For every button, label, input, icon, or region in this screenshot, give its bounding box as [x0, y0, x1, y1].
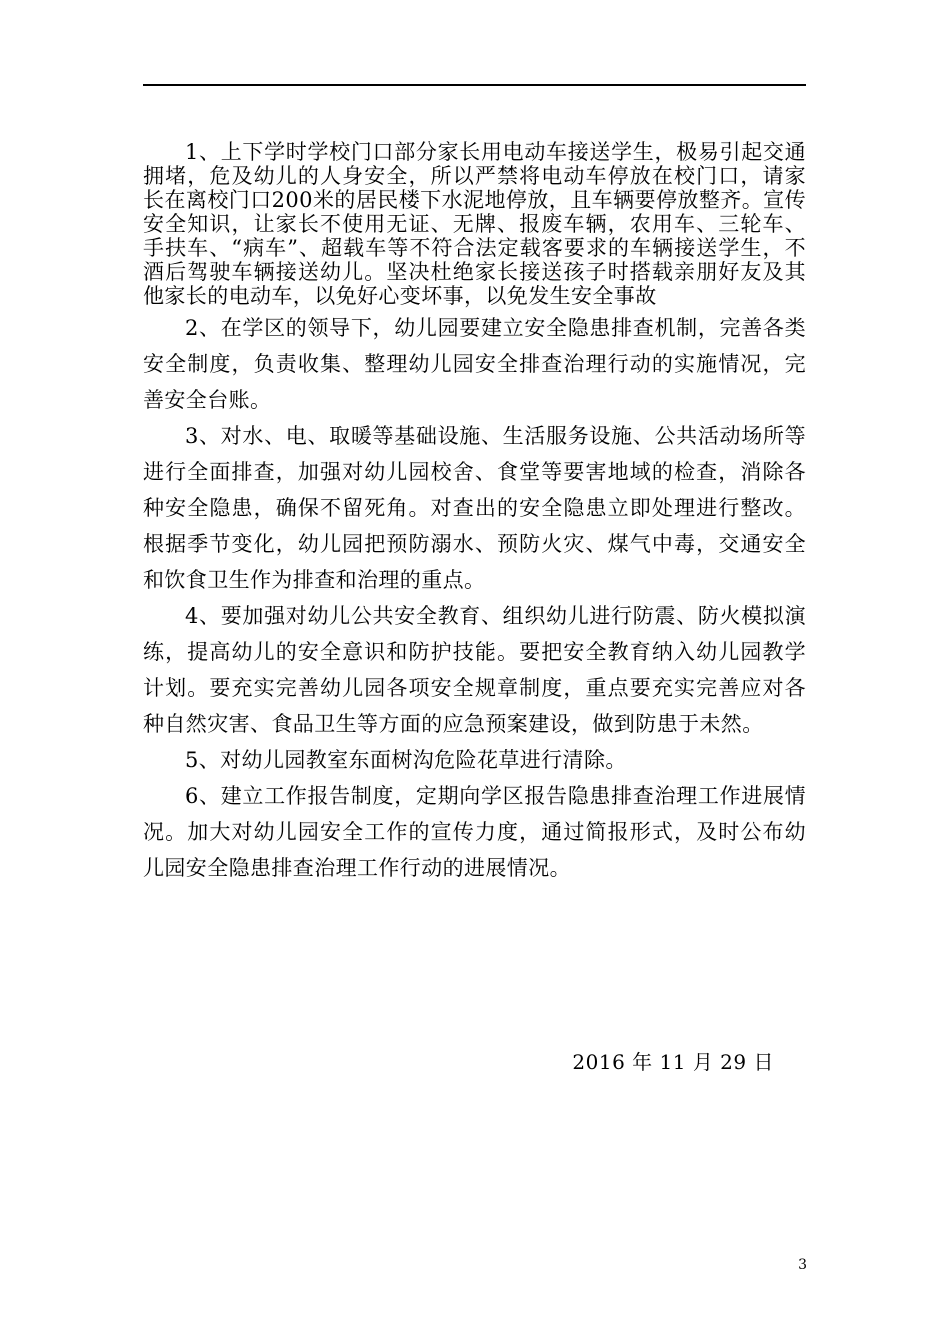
page-number: 3 [798, 1257, 807, 1273]
paragraph-2: 2、在学区的领导下，幼儿园要建立安全隐患排查机制，完善各类安全制度，负责收集、整理幼儿园安全排查治理行动的实施情况，完善安全台账。 [143, 316, 806, 412]
document-body [143, 140, 806, 886]
paragraph-6: 6、建立工作报告制度，定期向学区报告隐患排查治理工作进展情况。加大对幼儿园安全工作的宣传力度，通过简报形式，及时公布幼儿园安全隐患排查治理工作行动的进展情况。 [143, 784, 806, 880]
paragraph-1: 1、上下学时学校门口部分家长用电动车接送学生，极易引起交通拥堵，危及幼儿的人身安全，所以严禁将电动车停放在校门口，请家长在离校门口200米的居民楼下水泥地停放，且车辆要停放整齐。宣传安全知识，让家长不使用无证、无牌、报废车辆，农用车、三轮车、手扶车、“病车”、超载车等不符合法定载客要求的车辆接送学生，不酒后驾驶车辆接送幼儿。坚决杜绝家长接送孩子时搭载亲朋好友及其他家长的电动车，以免好心变坏事，以免发生安全事故 [143, 140, 806, 308]
header-rule [143, 84, 806, 86]
paragraph-4: 4、要加强对幼儿公共安全教育、组织幼儿进行防震、防火模拟演练，提高幼儿的安全意识和防护技能。要把安全教育纳入幼儿园教学计划。要充实完善幼儿园各项安全规章制度，重点要充实完善应对各种自然灾害、食品卫生等方面的应急预案建设，做到防患于未然。 [143, 604, 806, 736]
paragraph-5: 5、对幼儿园教室东面树沟危险花草进行清除。 [185, 748, 627, 772]
document-date: 2016 年 11 月 29 日 [572, 1050, 774, 1074]
paragraph-3: 3、对水、电、取暖等基础设施、生活服务设施、公共活动场所等进行全面排查，加强对幼儿园校舍、食堂等要害地域的检查，消除各种安全隐患，确保不留死角。对查出的安全隐患立即处理进行整改。根据季节变化，幼儿园把预防溺水、预防火灾、煤气中毒，交通安全和饮食卫生作为排查和治理的重点。 [143, 424, 806, 592]
